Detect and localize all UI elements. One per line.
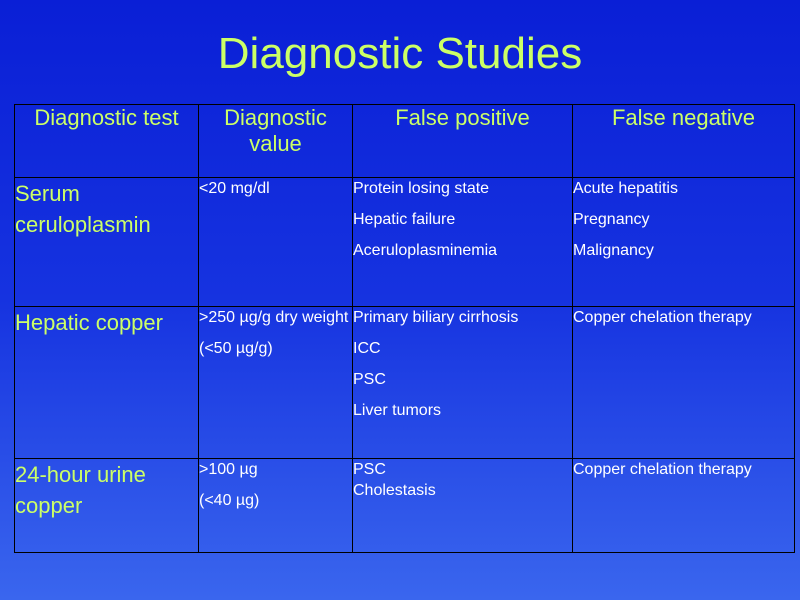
column-header-false-positive: False positive — [353, 105, 573, 178]
table-row — [15, 178, 795, 307]
false-positive-cell — [353, 307, 573, 459]
false-negative-cell — [573, 178, 795, 307]
diagnostic-value-cell — [199, 307, 353, 459]
cell-line: Aceruloplasminemia — [353, 242, 498, 259]
slide-title: Diagnostic Studies — [217, 29, 583, 78]
row-header-serum-ceruloplasmin: Serum ceruloplasmin — [15, 178, 199, 307]
column-header-diagnostic-value: Diagnostic value — [199, 105, 353, 178]
column-header-diagnostic-test: Diagnostic test — [15, 105, 199, 178]
cell-line: PSC — [353, 371, 386, 388]
cell-line: Pregnancy — [573, 211, 650, 228]
diagnostic-studies-table — [14, 104, 795, 553]
cell-line: Copper chelation therapy — [573, 461, 752, 478]
false-negative-cell — [573, 459, 795, 553]
cell-line: Liver tumors — [353, 402, 442, 419]
cell-line: <20 mg/dl — [199, 180, 270, 197]
false-positive-cell — [353, 178, 573, 307]
table-row — [15, 307, 795, 459]
cell-line: Malignancy — [573, 242, 654, 259]
cell-line: PSC — [353, 461, 386, 478]
cell-line: >100 µg — [199, 461, 258, 478]
cell-line: (<40 µg) — [199, 492, 260, 509]
row-header-24-hour-urine-copper: 24-hour urine copper — [15, 459, 199, 553]
cell-line: Primary biliary cirrhosis — [353, 309, 519, 326]
diagnostic-value-cell — [199, 459, 353, 553]
row-header-hepatic-copper: Hepatic copper — [15, 307, 199, 459]
cell-line: >250 µg/g dry weight — [199, 309, 349, 326]
cell-line: (<50 µg/g) — [199, 340, 273, 357]
table-row — [15, 459, 795, 553]
table-header-row — [15, 105, 795, 178]
cell-line: Copper chelation therapy — [573, 309, 752, 326]
cell-line: Acute hepatitis — [573, 180, 678, 197]
cell-line: Protein losing state — [353, 180, 490, 197]
column-header-false-negative: False negative — [573, 105, 795, 178]
cell-line: ICC — [353, 340, 381, 357]
false-negative-cell — [573, 307, 795, 459]
cell-line: Cholestasis — [353, 482, 436, 499]
diagnostic-value-cell — [199, 178, 353, 307]
false-positive-cell — [353, 459, 573, 553]
cell-line: Hepatic failure — [353, 211, 456, 228]
